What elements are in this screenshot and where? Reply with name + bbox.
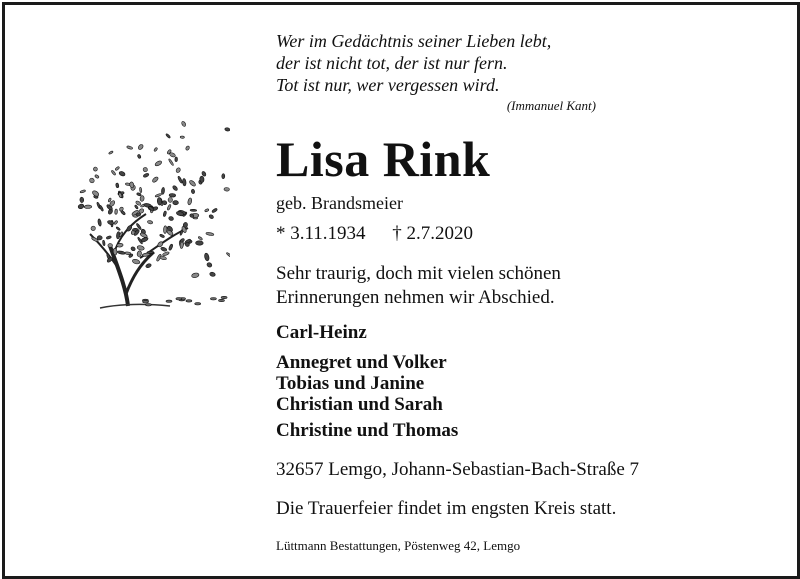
leaf-shape	[97, 219, 101, 227]
leaf-shape	[125, 252, 131, 255]
mourners-list	[276, 322, 458, 441]
leaf-shape	[190, 209, 197, 211]
leaf-shape	[114, 220, 119, 225]
leaf-shape	[168, 197, 173, 202]
mourner-name: Tobias und Janine	[276, 373, 425, 394]
leaf-shape	[175, 157, 178, 162]
leaf-shape	[78, 203, 85, 209]
leaf-shape	[196, 241, 204, 246]
leaf-shape	[80, 197, 84, 203]
leaf-shape	[115, 166, 120, 171]
leaf-shape	[113, 248, 117, 255]
undertaker-info: Lüttmann Bestattungen, Pöstenweg 42, Lemgo	[276, 538, 521, 553]
leaf-shape	[115, 209, 118, 214]
farewell-message	[276, 262, 561, 310]
quote-line: Wer im Gedächtnis seiner Lieben lebt,	[276, 31, 552, 51]
leaf-shape	[106, 236, 112, 240]
leaf-shape	[137, 144, 144, 151]
leaf-shape	[130, 246, 136, 251]
windblown-tree-icon	[70, 118, 230, 318]
leaf-shape	[209, 272, 216, 277]
leaf-shape	[180, 136, 184, 138]
leaf-shape	[118, 171, 125, 177]
leaf-shape	[155, 193, 162, 197]
leaf-shape	[167, 204, 172, 210]
leaf-shape	[163, 211, 167, 217]
leaf-shape	[84, 205, 92, 209]
leaf-shape	[143, 173, 150, 178]
fallen-leaf-shape	[176, 298, 182, 300]
leaf-shape	[182, 178, 186, 186]
leaf-shape	[80, 189, 86, 193]
mourner-name: Carl-Heinz	[276, 322, 367, 343]
mourner-name: Annegret und Volker	[276, 352, 447, 373]
leaf-shape	[160, 247, 167, 252]
leaf-shape	[108, 243, 113, 247]
leaf-shape	[134, 205, 138, 210]
leaf-shape	[191, 272, 199, 278]
fallen-leaf-shape	[221, 296, 227, 298]
leaf-shape	[169, 193, 176, 197]
leaf-shape	[117, 243, 124, 247]
fallen-leaf-shape	[186, 300, 192, 302]
leaf-shape	[147, 220, 153, 224]
leaf-shape	[107, 220, 114, 226]
fallen-leaf-shape	[219, 299, 225, 301]
leaf-shape	[159, 255, 166, 260]
mourning-address: 32657 Lemgo, Johann-Sebastian-Bach-Straße 7	[276, 459, 640, 480]
leaf-shape	[126, 145, 133, 149]
leaf-shape	[168, 158, 174, 165]
leaf-shape	[89, 177, 96, 183]
leaf-shape	[208, 214, 214, 219]
leaf-shape	[136, 192, 141, 196]
leaf-shape	[206, 262, 212, 268]
leaf-shape	[145, 263, 152, 269]
leaf-shape	[147, 251, 153, 253]
memorial-quote	[276, 30, 596, 114]
mourner-name: Christine und Thomas	[276, 420, 459, 441]
leaf-shape	[168, 216, 174, 221]
leaf-shape	[102, 240, 105, 246]
leaf-shape	[206, 232, 214, 236]
leaf-shape	[154, 160, 162, 167]
leaf-shape	[175, 167, 181, 173]
quote-line: Tot ist nur, wer vergessen wird.	[276, 75, 500, 95]
leaf-shape	[142, 167, 148, 173]
leaf-shape	[172, 185, 178, 191]
leaf-shape	[137, 154, 141, 159]
fallen-leaf-shape	[210, 298, 216, 300]
fallen-leaf-shape	[145, 304, 151, 306]
leaf-shape	[129, 181, 134, 188]
leaf-shape	[191, 189, 195, 194]
funeral-service-note: Die Trauerfeier findet im engsten Kreis statt.	[276, 498, 617, 519]
leaf-shape	[91, 190, 99, 198]
maiden-name: geb. Brandsmeier	[276, 193, 403, 213]
leaf-shape	[97, 236, 102, 240]
leaf-shape	[132, 259, 140, 265]
leaf-shape	[173, 201, 179, 205]
leaf-shape	[187, 198, 192, 206]
leaf-shape	[140, 195, 145, 201]
leaf-shape	[159, 234, 165, 238]
leaf-shape	[199, 176, 204, 183]
leaf-shape	[189, 179, 197, 187]
leaf-shape	[163, 226, 167, 234]
leaf-shape	[93, 166, 99, 172]
leaf-shape	[225, 127, 230, 131]
leaf-shape	[152, 176, 159, 183]
leaf-shape	[185, 145, 190, 150]
leaf-shape	[117, 250, 125, 254]
leaf-shape	[154, 147, 158, 152]
life-dates	[276, 222, 495, 246]
leaf-shape	[169, 152, 176, 158]
mourner-name: Christian und Sarah	[276, 394, 443, 415]
leaf-shape	[226, 252, 230, 258]
fallen-leaf-shape	[166, 300, 172, 302]
leaf-shape	[165, 133, 170, 138]
message-line: Erinnerungen nehmen wir Abschied.	[276, 287, 555, 308]
leaf-shape	[108, 151, 113, 155]
leaf-shape	[211, 208, 217, 213]
fallen-leaf-shape	[143, 301, 149, 303]
leaf-shape	[177, 176, 183, 184]
death-date: † 2.7.2020	[392, 223, 474, 244]
deceased-name: Lisa Rink	[276, 131, 491, 187]
leaf-shape	[94, 174, 99, 178]
leaf-shape	[161, 187, 165, 194]
leaf-shape	[168, 244, 173, 251]
leaf-shape	[111, 170, 116, 176]
leaf-shape	[162, 251, 169, 256]
quote-line: der ist nicht tot, der ist nur fern.	[276, 53, 508, 73]
leaf-shape	[139, 187, 142, 192]
message-line: Sehr traurig, doch mit vielen schönen	[276, 263, 561, 284]
fallen-leaf-shape	[195, 303, 201, 305]
birth-date: * 3.11.1934	[276, 223, 366, 244]
leaf-shape	[198, 236, 203, 241]
leaf-shape	[204, 253, 210, 262]
leaf-shape	[224, 187, 230, 191]
leaf-shape	[116, 226, 121, 230]
leaf-shape	[136, 213, 141, 217]
leaf-shape	[137, 245, 145, 251]
leaf-shape	[115, 183, 119, 188]
quote-attribution: (Immanuel Kant)	[506, 98, 596, 113]
leaf-shape	[204, 208, 209, 212]
leaf-shape	[90, 225, 96, 231]
leaf-shape	[222, 174, 225, 179]
leaf-shape	[181, 121, 187, 127]
